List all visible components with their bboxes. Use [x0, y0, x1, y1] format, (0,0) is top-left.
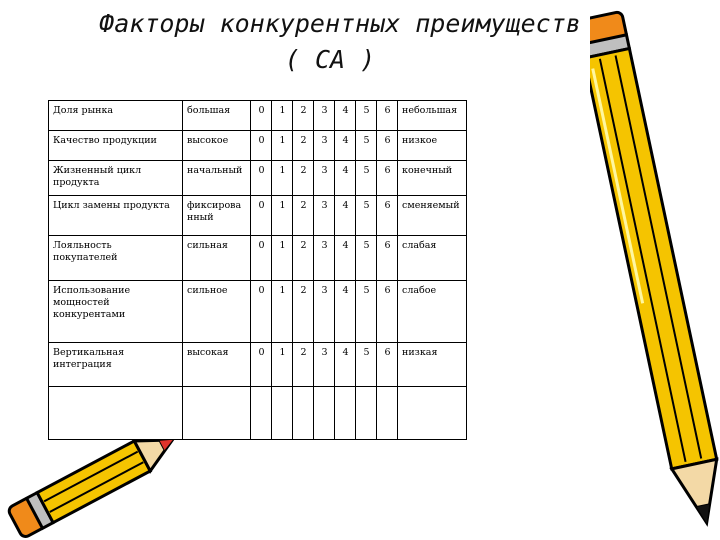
right-value-cell: конечный: [398, 161, 467, 196]
factor-cell: Качество продукции: [49, 131, 183, 161]
scale-cell: 3: [314, 236, 335, 281]
left-value-cell: фиксированный: [183, 196, 251, 236]
scale-cell: 5: [356, 236, 377, 281]
table-row: [49, 161, 467, 196]
right-value-cell: низкое: [398, 131, 467, 161]
table-row-empty: [49, 387, 467, 440]
scale-cell: 5: [356, 101, 377, 131]
factor-cell: Вертикальная интеграция: [49, 343, 183, 387]
scale-cell: 5: [356, 131, 377, 161]
factor-cell: Лояльность покупателей: [49, 236, 183, 281]
left-value-cell: сильная: [183, 236, 251, 281]
factors-table: [48, 100, 467, 440]
scale-cell: 5: [356, 161, 377, 196]
empty-cell: [398, 387, 467, 440]
right-value-cell: низкая: [398, 343, 467, 387]
scale-cell: 3: [314, 131, 335, 161]
left-value-cell: высокая: [183, 343, 251, 387]
right-value-cell: небольшая: [398, 101, 467, 131]
right-value-cell: сменяемый: [398, 196, 467, 236]
scale-cell: 4: [335, 161, 356, 196]
scale-cell: 4: [335, 101, 356, 131]
scale-cell: 4: [335, 131, 356, 161]
scale-cell: 4: [335, 281, 356, 343]
right-value-cell: слабая: [398, 236, 467, 281]
scale-cell: 2: [293, 236, 314, 281]
scale-cell: 1: [272, 161, 293, 196]
scale-cell: 0: [251, 236, 272, 281]
scale-cell: 6: [377, 236, 398, 281]
scale-cell: 2: [293, 161, 314, 196]
empty-cell: [377, 387, 398, 440]
empty-cell: [183, 387, 251, 440]
scale-cell: 2: [293, 196, 314, 236]
empty-cell: [49, 387, 183, 440]
scale-cell: 3: [314, 101, 335, 131]
scale-cell: 3: [314, 161, 335, 196]
scale-cell: 0: [251, 161, 272, 196]
empty-cell: [272, 387, 293, 440]
table-row: [49, 131, 467, 161]
factor-cell: Цикл замены продукта: [49, 196, 183, 236]
empty-cell: [335, 387, 356, 440]
empty-cell: [251, 387, 272, 440]
scale-cell: 0: [251, 281, 272, 343]
scale-cell: 5: [356, 281, 377, 343]
scale-cell: 1: [272, 281, 293, 343]
scale-cell: 5: [356, 343, 377, 387]
scale-cell: 6: [377, 343, 398, 387]
scale-cell: 5: [356, 196, 377, 236]
scale-cell: 4: [335, 196, 356, 236]
factor-cell: Использование мощностей конкурентами: [49, 281, 183, 343]
empty-cell: [314, 387, 335, 440]
scale-cell: 6: [377, 161, 398, 196]
table-row: [49, 236, 467, 281]
table-row: [49, 281, 467, 343]
scale-cell: 1: [272, 236, 293, 281]
scale-cell: 2: [293, 343, 314, 387]
scale-cell: 3: [314, 343, 335, 387]
left-value-cell: высокое: [183, 131, 251, 161]
scale-cell: 4: [335, 343, 356, 387]
scale-cell: 1: [272, 101, 293, 131]
scale-cell: 4: [335, 236, 356, 281]
scale-cell: 2: [293, 131, 314, 161]
scale-cell: 0: [251, 343, 272, 387]
page-subtitle: ( СА ): [284, 45, 376, 74]
scale-cell: 6: [377, 196, 398, 236]
left-value-cell: сильное: [183, 281, 251, 343]
page-title: Факторы конкурентных преимуществ: [99, 9, 581, 38]
scale-cell: 0: [251, 196, 272, 236]
left-value-cell: большая: [183, 101, 251, 131]
scale-cell: 0: [251, 101, 272, 131]
right-value-cell: слабое: [398, 281, 467, 343]
scale-cell: 6: [377, 131, 398, 161]
scale-cell: 2: [293, 101, 314, 131]
scale-cell: 3: [314, 281, 335, 343]
factor-cell: Жизненный цикл продукта: [49, 161, 183, 196]
table-row: [49, 196, 467, 236]
left-value-cell: начальный: [183, 161, 251, 196]
table-row: [49, 343, 467, 387]
table-row: [49, 101, 467, 131]
factor-cell: Доля рынка: [49, 101, 183, 131]
scale-cell: 3: [314, 196, 335, 236]
scale-cell: 2: [293, 281, 314, 343]
empty-cell: [293, 387, 314, 440]
pencil-icon: [590, 0, 720, 540]
scale-cell: 6: [377, 281, 398, 343]
empty-cell: [356, 387, 377, 440]
scale-cell: 1: [272, 196, 293, 236]
scale-cell: 0: [251, 131, 272, 161]
scale-cell: 6: [377, 101, 398, 131]
scale-cell: 1: [272, 131, 293, 161]
scale-cell: 1: [272, 343, 293, 387]
